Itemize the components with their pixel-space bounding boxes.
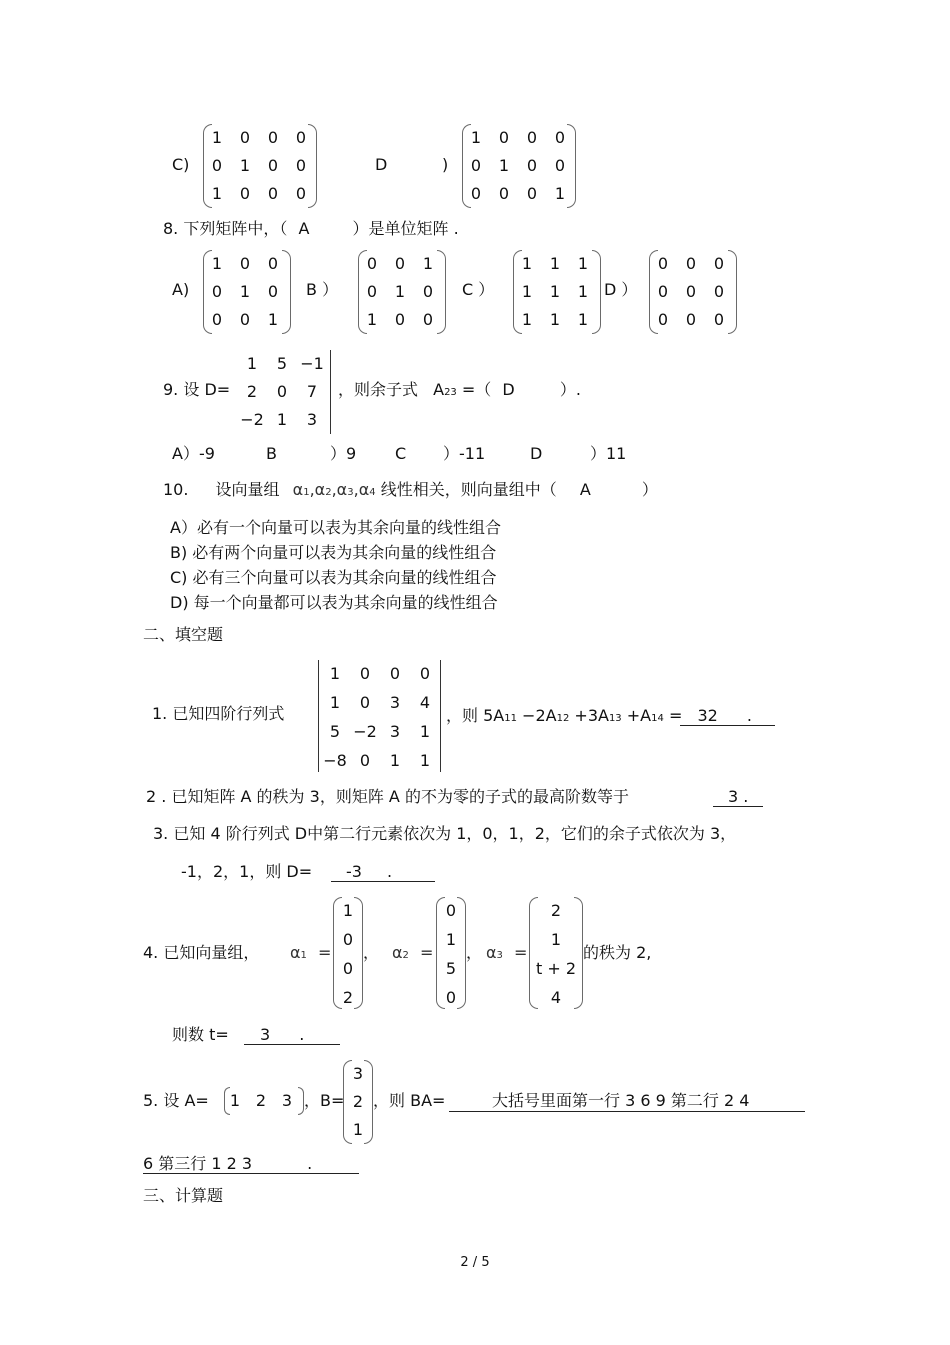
matrix-cell: 3 bbox=[306, 410, 318, 429]
matrix-cell: 0 bbox=[267, 184, 279, 203]
f4-rank: 的秩为 2, bbox=[583, 943, 652, 962]
page-number: 2 / 5 bbox=[460, 1255, 490, 1270]
matrix-cell: 1 bbox=[229, 1091, 241, 1110]
q9-close: ）. bbox=[559, 380, 581, 399]
sub-14: 14 bbox=[651, 713, 664, 724]
matrix-cell: 0 bbox=[211, 156, 223, 175]
f4-vector-3 bbox=[529, 897, 583, 1009]
alpha-sub: 2 bbox=[325, 487, 332, 498]
matrix-cell: 0 bbox=[498, 128, 510, 147]
matrix-cell: 1 bbox=[352, 1120, 364, 1139]
q10-num: 10. bbox=[163, 480, 189, 499]
matrix-cell: 5 bbox=[329, 722, 341, 741]
q9-tail bbox=[338, 382, 581, 398]
f1-eq: = bbox=[668, 706, 683, 725]
f5-row-vector bbox=[224, 1087, 304, 1115]
f4-vector-2 bbox=[436, 897, 466, 1009]
q10-answer: A bbox=[579, 480, 591, 499]
q10-stem bbox=[163, 482, 658, 498]
q10-option-d: D) 每一个向量都可以表为其余向量的线性组合 bbox=[170, 593, 498, 612]
q7-d-paren: ) bbox=[442, 155, 449, 174]
f5-then: ，则 BA= bbox=[373, 1091, 446, 1110]
q9-a-sub: 23 bbox=[444, 387, 457, 398]
matrix-cell: 0 bbox=[239, 310, 251, 329]
matrix-cell: 3 bbox=[389, 693, 401, 712]
f4-then: 则数 t= bbox=[172, 1025, 229, 1044]
f4-alpha2 bbox=[392, 945, 433, 961]
q9-choice-b-val: ）9 bbox=[330, 444, 357, 463]
matrix-cell: 0 bbox=[359, 664, 371, 683]
matrix-cell: 0 bbox=[685, 282, 697, 301]
matrix-cell: −1 bbox=[300, 354, 324, 373]
f4-answer bbox=[260, 1027, 304, 1043]
alpha-symbol: ,α bbox=[331, 480, 348, 499]
q9-mid: ，则余子式 bbox=[338, 380, 419, 399]
matrix-cell: 1 bbox=[549, 254, 561, 273]
eq-sign: = bbox=[318, 943, 332, 962]
matrix-cell: 2 bbox=[342, 988, 354, 1007]
matrix-cell: 1 bbox=[521, 310, 533, 329]
matrix-cell: 0 bbox=[422, 282, 434, 301]
matrix-cell: 2 bbox=[352, 1092, 364, 1111]
sub-11: 11 bbox=[504, 713, 517, 724]
f1-dot: . bbox=[746, 706, 752, 725]
det-left-bar bbox=[318, 660, 319, 772]
section-3-heading: 三、计算题 bbox=[143, 1186, 224, 1205]
sub-12: 12 bbox=[556, 713, 570, 724]
matrix-cell: −8 bbox=[323, 751, 347, 770]
f4-answer-underline bbox=[244, 1044, 340, 1045]
matrix-cell: 0 bbox=[239, 128, 251, 147]
matrix-cell: 1 bbox=[419, 722, 431, 741]
f1-term4: +A bbox=[626, 706, 652, 725]
matrix-cell: 0 bbox=[445, 901, 457, 920]
matrix-cell: 1 bbox=[445, 930, 457, 949]
q8-stem-b: ）是单位矩阵 . bbox=[352, 219, 459, 238]
alpha-symbol: α bbox=[486, 943, 497, 962]
matrix-cell: 0 bbox=[342, 930, 354, 949]
q10-text-a: 设向量组 bbox=[215, 480, 280, 499]
f2-answer: 3 . bbox=[728, 787, 749, 806]
matrix-cell: 1 bbox=[211, 254, 223, 273]
alpha-symbol: ,α bbox=[309, 480, 326, 499]
q8-answer: A bbox=[298, 219, 310, 238]
matrix-cell: 0 bbox=[359, 751, 371, 770]
alpha-sub: 4 bbox=[369, 487, 376, 498]
f5-b-label: ，B= bbox=[304, 1091, 345, 1110]
matrix-cell: 1 bbox=[329, 664, 341, 683]
matrix-cell: 0 bbox=[657, 254, 669, 273]
q9-stem: 9. 设 D= bbox=[163, 380, 231, 399]
matrix-cell: 0 bbox=[211, 282, 223, 301]
q8-matrix-b bbox=[358, 250, 446, 334]
f4-vector-1 bbox=[333, 897, 363, 1009]
matrix-cell: 1 bbox=[419, 751, 431, 770]
matrix-cell: 0 bbox=[526, 184, 538, 203]
q8-stem bbox=[163, 221, 459, 237]
q10-option-b: B) 必有两个向量可以表为其余向量的线性组合 bbox=[170, 543, 497, 562]
matrix-cell: 0 bbox=[366, 282, 378, 301]
alpha-sub: 1 bbox=[300, 950, 307, 961]
matrix-cell: 0 bbox=[526, 156, 538, 175]
matrix-cell: 1 bbox=[211, 128, 223, 147]
matrix-cell: 2 bbox=[246, 382, 258, 401]
matrix-cell: 1 bbox=[394, 282, 406, 301]
matrix-cell: 5 bbox=[445, 959, 457, 978]
q9-choice-b: B bbox=[266, 444, 277, 463]
q9-determinant bbox=[236, 350, 332, 434]
f3-answer-value: -3 bbox=[346, 862, 362, 881]
det-right-bar bbox=[440, 660, 441, 772]
q9-choice-d: D bbox=[530, 444, 543, 463]
matrix-cell: 1 bbox=[329, 693, 341, 712]
alpha-sub: 3 bbox=[347, 487, 354, 498]
q7-d-matrix bbox=[462, 124, 576, 208]
sub-13: 13 bbox=[608, 713, 622, 724]
f1-expression bbox=[446, 708, 752, 724]
q7-d-label: D bbox=[375, 155, 388, 174]
f4-stem: 4. 已知向量组， bbox=[143, 943, 260, 962]
q10-alpha bbox=[293, 480, 381, 499]
matrix-cell: 3 bbox=[389, 722, 401, 741]
q9-a: A bbox=[433, 380, 445, 399]
q10-option-a: A）必有一个向量可以表为其余向量的线性组合 bbox=[170, 518, 501, 537]
eq-sign: = bbox=[420, 943, 434, 962]
matrix-cell: 2 bbox=[550, 901, 562, 920]
matrix-cell: 0 bbox=[554, 156, 566, 175]
matrix-cell: 0 bbox=[657, 310, 669, 329]
matrix-cell: 0 bbox=[342, 959, 354, 978]
matrix-cell: 1 bbox=[498, 156, 510, 175]
matrix-cell: 1 bbox=[550, 930, 562, 949]
q8-matrix-c bbox=[513, 250, 601, 334]
f1-answer: 32 bbox=[697, 706, 718, 725]
q9-choice-d-val: ）11 bbox=[590, 444, 627, 463]
matrix-cell: 0 bbox=[389, 664, 401, 683]
f3-line1: 3. 已知 4 阶行列式 D中第二行元素依次为 1，0，1，2，它们的余子式依次为 3， bbox=[153, 824, 737, 843]
f2-answer-underline bbox=[713, 806, 763, 807]
matrix-cell: 1 bbox=[239, 282, 251, 301]
matrix-cell: 0 bbox=[295, 156, 307, 175]
matrix-cell: 5 bbox=[276, 354, 288, 373]
matrix-cell: 0 bbox=[267, 128, 279, 147]
alpha-symbol: α bbox=[392, 943, 403, 962]
f1-answer-underline bbox=[680, 725, 775, 726]
f5-answer-line1: 大括号里面第一行 3 6 9 第二行 2 4 bbox=[492, 1091, 750, 1110]
f1-determinant bbox=[318, 660, 442, 772]
matrix-cell: 0 bbox=[239, 184, 251, 203]
q8-label-b: B ） bbox=[306, 280, 339, 299]
matrix-cell: −2 bbox=[353, 722, 377, 741]
matrix-cell: 0 bbox=[276, 382, 288, 401]
f1-term3: +3A bbox=[574, 706, 609, 725]
matrix-cell: 1 bbox=[549, 310, 561, 329]
matrix-cell: 4 bbox=[419, 693, 431, 712]
matrix-cell: 1 bbox=[267, 310, 279, 329]
matrix-cell: 1 bbox=[246, 354, 258, 373]
matrix-cell: 0 bbox=[685, 254, 697, 273]
f3-answer bbox=[346, 864, 392, 880]
q9-eq: =（ bbox=[461, 380, 492, 399]
alpha-sub: 2 bbox=[402, 950, 409, 961]
f3-line2: -1，2，1，则 D= bbox=[181, 862, 313, 881]
q9-choice-c-val: ）-11 bbox=[443, 444, 486, 463]
f5-col-vector bbox=[343, 1060, 373, 1144]
f4-alpha1 bbox=[290, 945, 331, 961]
matrix-cell: 4 bbox=[550, 988, 562, 1007]
f5-answer-underline-1 bbox=[449, 1111, 805, 1112]
matrix-cell: 0 bbox=[211, 310, 223, 329]
q9-choice-c: C bbox=[395, 444, 407, 463]
q7-c-label: C) bbox=[172, 155, 190, 174]
matrix-cell: 1 bbox=[554, 184, 566, 203]
matrix-cell: 1 bbox=[239, 156, 251, 175]
q8-label-d: D ） bbox=[604, 280, 638, 299]
matrix-cell: 0 bbox=[267, 156, 279, 175]
matrix-cell: 1 bbox=[521, 282, 533, 301]
matrix-cell: 1 bbox=[577, 254, 589, 273]
q9-choice-a: A）-9 bbox=[172, 444, 215, 463]
matrix-cell: 0 bbox=[685, 310, 697, 329]
matrix-cell: 1 bbox=[342, 901, 354, 920]
matrix-cell: 0 bbox=[366, 254, 378, 273]
matrix-cell: 0 bbox=[498, 184, 510, 203]
matrix-cell: 1 bbox=[521, 254, 533, 273]
q10-option-c: C) 必有三个向量可以表为其余向量的线性组合 bbox=[170, 568, 497, 587]
matrix-cell: 0 bbox=[267, 282, 279, 301]
matrix-cell: 0 bbox=[394, 254, 406, 273]
matrix-cell: 1 bbox=[577, 282, 589, 301]
det-right-bar bbox=[330, 350, 331, 434]
matrix-cell: 1 bbox=[211, 184, 223, 203]
matrix-cell: 1 bbox=[422, 254, 434, 273]
matrix-cell: 0 bbox=[422, 310, 434, 329]
q10-text-c: 线性相关，则向量组中（ bbox=[380, 480, 557, 499]
matrix-cell: 7 bbox=[306, 382, 318, 401]
f1-term2: −2A bbox=[522, 706, 557, 725]
matrix-cell: 0 bbox=[359, 693, 371, 712]
f5-answer-line2-text: 6 第三行 1 2 3 bbox=[143, 1154, 253, 1173]
q7-c-matrix bbox=[203, 124, 317, 208]
alpha-symbol: α bbox=[292, 480, 304, 499]
q8-label-c: C ） bbox=[462, 280, 495, 299]
matrix-cell: 0 bbox=[526, 128, 538, 147]
matrix-cell: 0 bbox=[713, 254, 725, 273]
matrix-cell: 0 bbox=[419, 664, 431, 683]
matrix-cell: 0 bbox=[713, 310, 725, 329]
matrix-cell: 0 bbox=[657, 282, 669, 301]
f3-dot: . bbox=[387, 862, 393, 881]
matrix-cell: 0 bbox=[394, 310, 406, 329]
f4-dot: . bbox=[299, 1025, 305, 1044]
f5-answer-line2 bbox=[143, 1156, 312, 1172]
alpha-sub: 3 bbox=[496, 950, 503, 961]
f4-answer-value: 3 bbox=[260, 1025, 271, 1044]
matrix-cell: 2 bbox=[255, 1091, 267, 1110]
q8-matrix-d bbox=[649, 250, 737, 334]
matrix-cell: 0 bbox=[295, 184, 307, 203]
q8-stem-a: 8. 下列矩阵中，（ bbox=[163, 219, 288, 238]
matrix-cell: 0 bbox=[470, 184, 482, 203]
matrix-cell: 0 bbox=[267, 254, 279, 273]
q8-matrix-a bbox=[203, 250, 291, 334]
f4-comma-2: ， bbox=[466, 943, 483, 962]
q9-answer: D bbox=[502, 380, 515, 399]
matrix-cell: 1 bbox=[470, 128, 482, 147]
f5-dot: . bbox=[307, 1154, 313, 1173]
f5-answer-underline-2 bbox=[143, 1173, 359, 1174]
matrix-cell: 1 bbox=[577, 310, 589, 329]
matrix-cell: 1 bbox=[549, 282, 561, 301]
matrix-cell: 0 bbox=[445, 988, 457, 1007]
matrix-cell: 0 bbox=[554, 128, 566, 147]
matrix-cell: 0 bbox=[295, 128, 307, 147]
alpha-sub: 1 bbox=[303, 487, 310, 498]
matrix-cell: 1 bbox=[389, 751, 401, 770]
q8-label-a: A) bbox=[172, 280, 190, 299]
f2-text: 2 . 已知矩阵 A 的秩为 3，则矩阵 A 的不为零的子式的最高阶数等于 bbox=[146, 787, 629, 806]
section-2-heading: 二、填空题 bbox=[143, 625, 224, 644]
f4-alpha3 bbox=[486, 945, 527, 961]
matrix-cell: 1 bbox=[366, 310, 378, 329]
eq-sign: = bbox=[514, 943, 528, 962]
matrix-cell: t + 2 bbox=[535, 959, 577, 978]
f5-stem: 5. 设 A= bbox=[143, 1091, 209, 1110]
alpha-symbol: ,α bbox=[353, 480, 370, 499]
matrix-cell: 0 bbox=[239, 254, 251, 273]
matrix-cell: 3 bbox=[281, 1091, 293, 1110]
f3-answer-underline bbox=[331, 881, 435, 882]
alpha-symbol: α bbox=[290, 943, 301, 962]
f1-then: ，则 5A bbox=[446, 706, 505, 725]
matrix-cell: 1 bbox=[276, 410, 288, 429]
matrix-cell: −2 bbox=[240, 410, 264, 429]
matrix-cell: 0 bbox=[470, 156, 482, 175]
matrix-cell: 0 bbox=[713, 282, 725, 301]
f4-comma-1: ， bbox=[363, 943, 380, 962]
f1-stem: 1. 已知四阶行列式 bbox=[152, 704, 285, 723]
q10-close: ） bbox=[641, 480, 658, 499]
matrix-cell: 3 bbox=[352, 1064, 364, 1083]
